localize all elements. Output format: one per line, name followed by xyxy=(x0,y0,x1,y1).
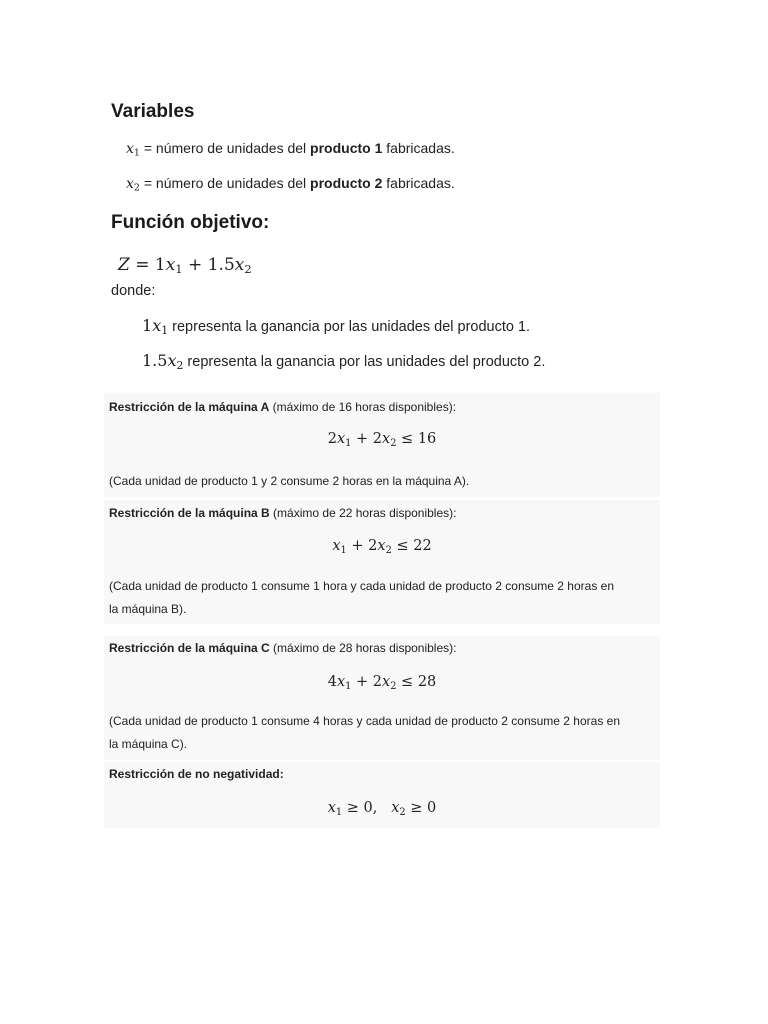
restriction-nonneg-panel xyxy=(104,762,660,828)
restriction-a-note: (Cada unidad de producto 1 y 2 consume 2 horas en la máquina A). xyxy=(109,474,470,488)
restriction-b-formula: $x_1 + 2x_2 \le 22$ xyxy=(332,538,432,556)
restriction-nonneg-title: Restricción de no negatividad: xyxy=(109,767,284,781)
variables-heading: Variables xyxy=(111,101,195,122)
donde-label: donde: xyxy=(111,283,156,299)
variable-x2-definition: $x_2$ = número de unidades del producto 2 fabricadas. xyxy=(126,175,455,194)
restriction-c-title: Restricción de la máquina C (máximo de 28 horas disponibles): xyxy=(109,641,457,655)
restriction-a-panel xyxy=(104,393,660,497)
restriction-b-title: Restricción de la máquina B (máximo de 22 horas disponibles): xyxy=(109,506,457,520)
explanation-x2: $1.5x_2$ representa la ganancia por las unidades del producto 2. xyxy=(142,351,546,373)
objective-heading: Función objetivo: xyxy=(111,212,270,233)
variable-x1-definition: $x_1$ = número de unidades del producto 1 fabricadas. xyxy=(126,140,455,159)
restriction-c-formula: $4x_1 + 2x_2 \le 28$ xyxy=(327,674,437,692)
x1-symbol: $x_1$ xyxy=(126,141,140,159)
restriction-c-panel xyxy=(104,636,660,760)
restriction-b-panel xyxy=(104,500,660,624)
restriction-a-title: Restricción de la máquina A (máximo de 16 horas disponibles): xyxy=(109,400,457,414)
restriction-a-formula: $2x_1 + 2x_2 \le 16$ xyxy=(327,431,437,449)
x2-symbol: $x_2$ xyxy=(126,176,140,194)
restriction-nonneg-formula: $x_1 \ge 0$, $x_2 \ge 0$ xyxy=(327,800,437,818)
objective-formula: $Z = 1x_1 + 1.5x_2$ xyxy=(118,255,252,277)
explanation-x1: $1x_1$ representa la ganancia por las unidades del producto 1. xyxy=(142,316,531,338)
restriction-c-note: (Cada unidad de producto 1 consume 4 horas y cada unidad de producto 2 consume 2 horas en la máquina C). xyxy=(109,714,621,751)
restriction-b-note: (Cada unidad de producto 1 consume 1 hora y cada unidad de producto 2 consume 2 horas en la máquina B). xyxy=(109,579,615,616)
